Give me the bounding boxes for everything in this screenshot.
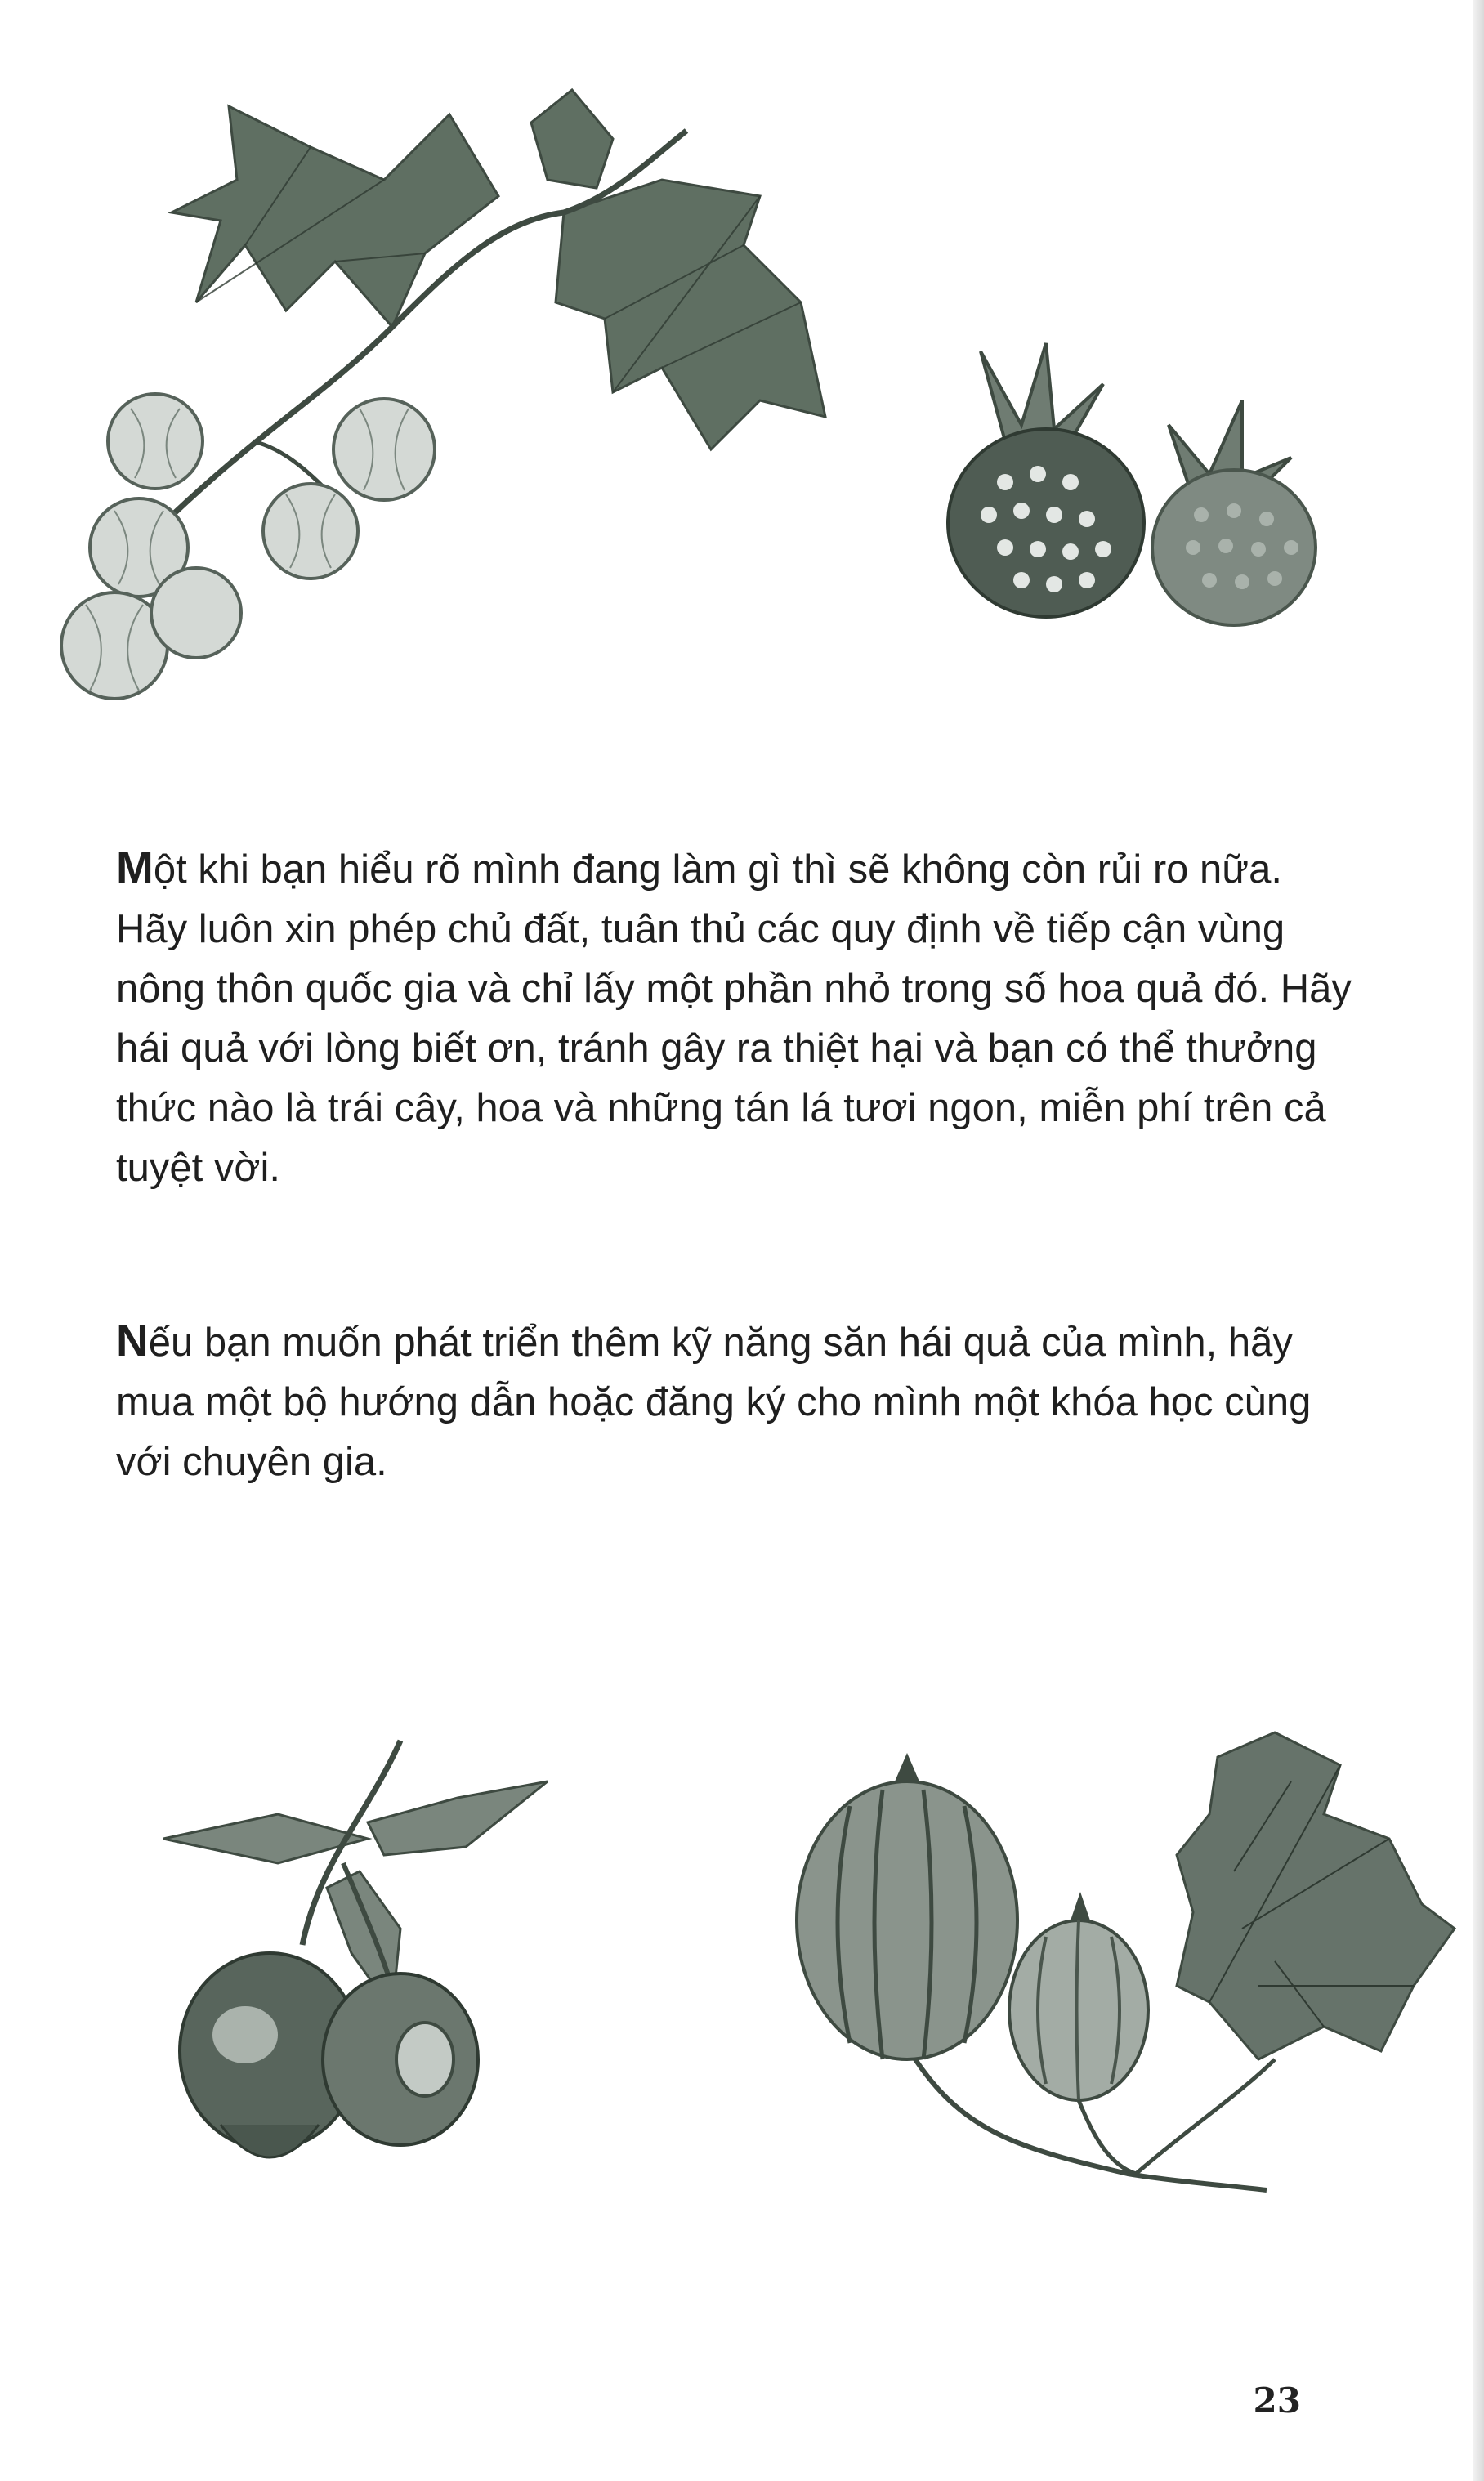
raspberry-illustration	[907, 335, 1365, 629]
currant-branch-illustration	[41, 57, 866, 727]
paragraph-1	[116, 838, 1358, 1198]
page-edge-shadow	[1473, 0, 1484, 2481]
drop-initial: N	[116, 1315, 149, 1366]
paragraph-2	[116, 1311, 1358, 1492]
paragraph-text: ếu bạn muốn phát triển thêm kỹ năng săn hái quả của mình, hãy mua một bộ hướng dẫn hoặc đăng ký cho mình một khóa học cùng với chuyên gia.	[116, 1321, 1312, 1484]
paragraph-text: ột khi bạn hiểu rõ mình đang làm gì thì sẽ không còn rủi ro nữa. Hãy luôn xin phép chủ đất, tuân thủ các quy định về tiếp cận vùng nông thôn quốc gia và chỉ lấy một phần nhỏ trong số hoa quả đó. Hãy hái quả với lòng biết ơn, tránh gây ra thiệt hại và bạn có thể thưởng thức nào là trái cây, hoa và những tán lá tươi ngon, miễn phí trên cả tuyệt vời.	[116, 847, 1352, 1190]
drop-initial: M	[116, 842, 154, 892]
page-number: 23	[1253, 2380, 1301, 2421]
hawthorn-berry-illustration	[155, 1732, 580, 2247]
gooseberry-illustration	[752, 1716, 1463, 2206]
